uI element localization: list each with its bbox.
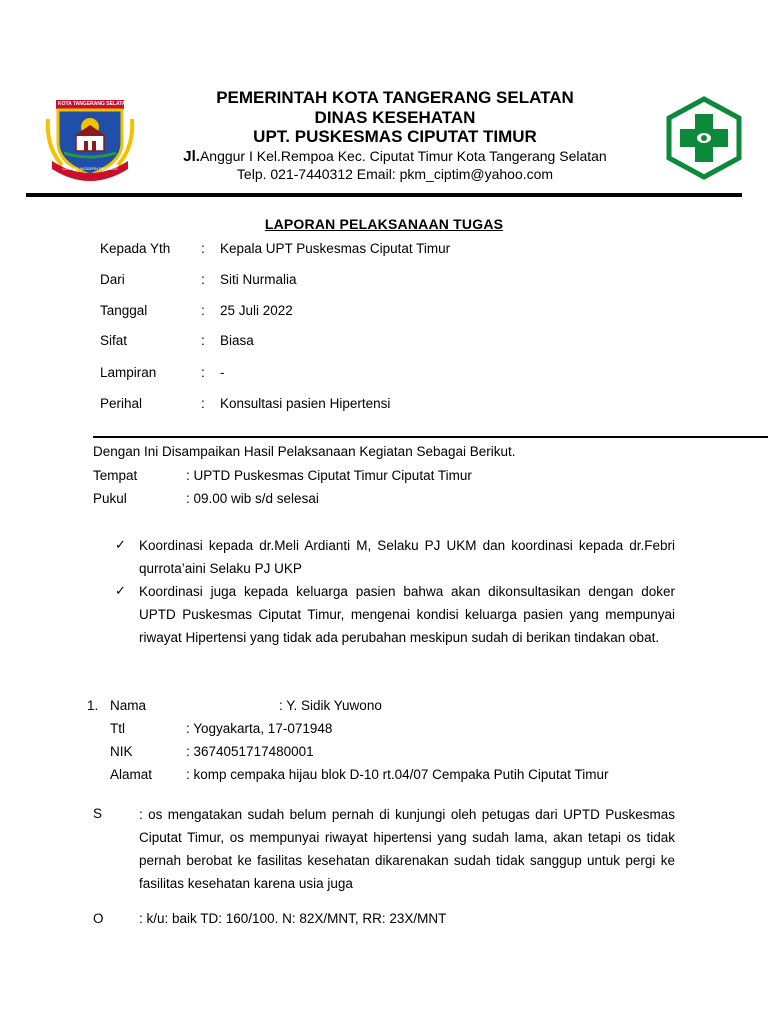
field-colon: : (201, 365, 205, 380)
address-text: Anggur I Kel.Rempoa Kec. Ciputat Timur Kota Tangerang Selatan (199, 148, 607, 164)
pukul-value: : 09.00 wib s/d selesai (186, 491, 319, 506)
pukul-label: Pukul (93, 491, 127, 506)
document-title: LAPORAN PELAKSANAAN TUGAS (264, 216, 504, 232)
check-item-1: Koordinasi kepada dr.Meli Ardianti M, Selaku PJ UKM dan koordinasi kepada dr.Febri qurrota’aini Selaku PJ UKP (139, 538, 675, 576)
patient-name-label: Nama (110, 698, 147, 713)
check-item-2: Koordinasi juga kepada keluarga pasien bahwa akan dikonsultasikan dengan doker UPTD Puskesmas Ciputat Timur, mengenai kondisi keluarga pasien yang mempunyai riwayat Hipertensi yang tidak ada perubahan meskipun sudah di berikan tindakan obat. (139, 584, 675, 645)
header-line-2: DINAS KESEHATAN (314, 108, 476, 127)
header-address (150, 148, 640, 165)
patient-nik-value: : 3674051717480001 (186, 744, 314, 759)
puskesmas-logo (664, 96, 744, 180)
list-number: 1. (87, 698, 99, 713)
emblem-top-text: KOTA TANGERANG SELATAN (58, 101, 130, 107)
tempat-value: : UPTD Puskesmas Ciputat Timur Ciputat Timur (186, 468, 472, 483)
patient-name-value: : Y. Sidik Yuwono (279, 698, 382, 713)
checkmark-icon: ✓ (115, 537, 126, 552)
field-colon: : (201, 303, 205, 318)
field-value: Siti Nurmalia (220, 272, 297, 287)
city-emblem-logo (44, 99, 136, 181)
soap-s-text: : os mengatakan sudah belum pernah di kunjungi oleh petugas dari UPTD Puskesmas Ciputat Timur, os mempunyai riwayat hipertensi yang sudah lama, akan tetapi os tidak pernah berobat ke fasilitas kesehatan dikarenakan sudah tidak sanggup untuk pergi ke fasilitas kesehatan karena usia juga (139, 807, 675, 891)
field-label: Tanggal (100, 303, 148, 318)
letterhead-rule (26, 193, 742, 197)
field-colon: : (201, 241, 205, 256)
patient-nik-label: NIK (110, 744, 133, 759)
patient-alamat-value: : komp cempaka hijau blok D-10 rt.04/07 Cempaka Putih Ciputat Timur (186, 767, 609, 782)
emblem-bottom-text: CERDAS MODERN RELIGIUS (62, 166, 118, 171)
address-prefix: Jl. (183, 148, 200, 165)
field-value: Kepala UPT Puskesmas Ciputat Timur (220, 241, 451, 256)
field-colon: : (201, 333, 205, 348)
soap-o-text: : k/u: baik TD: 160/100. N: 82X/MNT, RR: 23X/MNT (139, 911, 447, 926)
header-contact: Telp. 021-7440312 Email: pkm_ciptim@yahoo.com (236, 166, 554, 182)
intro-text: Dengan Ini Disampaikan Hasil Pelaksanaan Kegiatan Sebagai Berikut. (93, 444, 516, 459)
section-divider (93, 436, 768, 438)
field-colon: : (201, 396, 205, 411)
tempat-label: Tempat (93, 468, 138, 483)
field-colon: : (201, 272, 205, 287)
patient-alamat-label: Alamat (110, 767, 153, 782)
field-value: Konsultasi pasien Hipertensi (220, 396, 391, 411)
soap-o-label: O (93, 911, 104, 926)
patient-ttl-label: Ttl (110, 721, 125, 736)
header-line-3: UPT. PUSKESMAS CIPUTAT TIMUR (253, 127, 537, 146)
soap-s-label: S (93, 806, 103, 821)
field-value: 25 Juli 2022 (220, 303, 293, 318)
field-value: Biasa (220, 333, 254, 348)
header-line-1: PEMERINTAH KOTA TANGERANG SELATAN (216, 88, 574, 107)
puskesmas-logo-icon (664, 96, 744, 180)
field-label: Lampiran (100, 365, 157, 380)
field-label: Kepada Yth (100, 241, 171, 256)
field-value: - (220, 365, 225, 380)
field-label: Perihal (100, 396, 143, 411)
checkmark-icon: ✓ (115, 583, 126, 598)
field-label: Dari (100, 272, 125, 287)
patient-ttl-value: : Yogyakarta, 17-071948 (186, 721, 333, 736)
field-label: Sifat (100, 333, 128, 348)
